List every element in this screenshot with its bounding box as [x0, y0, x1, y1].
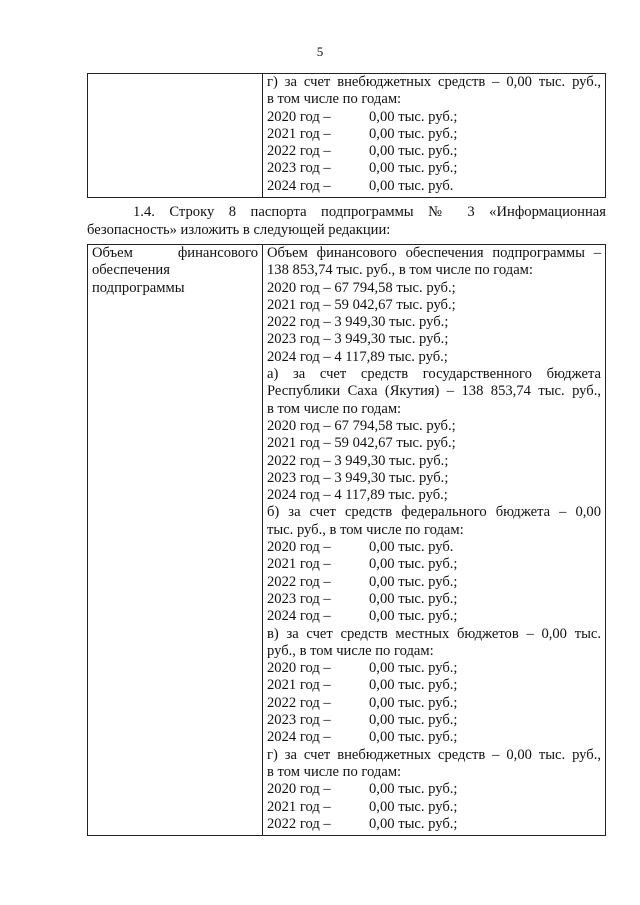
text-line [267, 109, 601, 126]
amount-value: 0,00 тыс. руб.; [369, 729, 458, 746]
amount-value: 0,00 тыс. руб.; [369, 660, 458, 677]
text-line [267, 608, 601, 625]
year-label: 2021 год – [267, 798, 331, 815]
amount-value: 0,00 тыс. руб.; [369, 160, 458, 177]
amount-value: 0,00 тыс. руб.; [369, 781, 458, 798]
amount-value: 0,00 тыс. руб.; [369, 125, 458, 142]
left-cell-empty [88, 74, 263, 198]
text-line: г) за счет внебюджетных средств – 0,00 тыс. руб., [267, 74, 601, 90]
amount-value: 0,00 тыс. руб.; [369, 798, 458, 815]
amendment-paragraph [87, 204, 606, 239]
year-label: 2023 год – [267, 712, 331, 729]
text-line: руб., в том числе по годам: [267, 642, 434, 659]
year-label: 2020 год – [267, 108, 331, 125]
paragraph-line: 1.4. Строку 8 паспорта подпрограммы № 3 «Информационная [133, 204, 606, 220]
year-label: 2022 год – [267, 694, 331, 711]
text-line: в) за счет средств местных бюджетов – 0,00 тыс. [267, 625, 601, 642]
text-line [267, 729, 601, 746]
text-line [267, 143, 601, 160]
table-row [88, 74, 606, 198]
text-line: 2021 год – 59 042,67 тыс. руб.; [267, 296, 456, 313]
text-line [267, 178, 601, 195]
amount-value: 0,00 тыс. руб.; [369, 556, 458, 573]
text-line: г) за счет внебюджетных средств – 0,00 тыс. руб., [267, 746, 601, 763]
year-label: 2024 год – [267, 608, 331, 625]
text-line [267, 677, 601, 694]
text-line: 2024 год – 4 117,89 тыс. руб.; [267, 348, 448, 365]
year-label: 2021 год – [267, 556, 331, 573]
year-label: 2020 год – [267, 660, 331, 677]
funding-table [87, 244, 606, 836]
text-line: Республики Саха (Якутия) – 138 853,74 тыс. руб., [267, 383, 601, 400]
text-line [267, 816, 601, 833]
text-line: в том числе по годам: [267, 763, 402, 780]
text-line: 2020 год – 67 794,58 тыс. руб.; [267, 417, 456, 434]
year-label: 2020 год – [267, 539, 331, 556]
year-label: 2022 год – [267, 143, 331, 160]
amount-value: 0,00 тыс. руб.; [369, 712, 458, 729]
amount-value: 0,00 тыс. руб. [369, 177, 454, 194]
year-label: 2022 год – [267, 815, 331, 832]
year-label: 2023 год – [267, 160, 331, 177]
text-line: 2021 год – 59 042,67 тыс. руб.; [267, 435, 456, 452]
text-line: 2020 год – 67 794,58 тыс. руб.; [267, 279, 456, 296]
text-line: 2024 год – 4 117,89 тыс. руб.; [267, 487, 448, 504]
text-line: в том числе по годам: [267, 400, 402, 417]
table-row [88, 245, 606, 836]
amount-value: 0,00 тыс. руб.; [369, 677, 458, 694]
year-label: 2021 год – [267, 677, 331, 694]
text-line [267, 695, 601, 712]
label-cell [88, 245, 263, 836]
year-label: 2022 год – [267, 573, 331, 590]
text-line [267, 781, 601, 798]
year-label: 2023 год – [267, 590, 331, 607]
text-line [267, 591, 601, 608]
text-line: б) за счет средств федерального бюджета – 0,00 [267, 504, 601, 521]
amount-value: 0,00 тыс. руб.; [369, 815, 458, 832]
text-line [267, 126, 601, 143]
amount-value: 0,00 тыс. руб.; [369, 573, 458, 590]
text-line: Объем финансового обеспечения подпрограммы – [267, 245, 601, 261]
text-line [267, 799, 601, 816]
amount-value: 0,00 тыс. руб. [369, 539, 454, 556]
text-line [267, 556, 601, 573]
year-label: 2020 год – [267, 781, 331, 798]
text-line [267, 539, 601, 556]
right-cell [263, 74, 606, 198]
text-line: 138 853,74 тыс. руб., в том числе по годам: [267, 262, 533, 279]
label-line: Объем финансового [92, 245, 258, 261]
continued-table [87, 73, 606, 198]
amount-value: 0,00 тыс. руб.; [369, 590, 458, 607]
text-line [267, 712, 601, 729]
text-line: 2023 год – 3 949,30 тыс. руб.; [267, 469, 449, 486]
label-line: обеспечения [92, 262, 170, 279]
text-line: 2022 год – 3 949,30 тыс. руб.; [267, 314, 449, 331]
year-label: 2024 год – [267, 177, 331, 194]
text-line: а) за счет средств государственного бюджета [267, 366, 601, 383]
text-line: 2023 год – 3 949,30 тыс. руб.; [267, 331, 449, 348]
amount-value: 0,00 тыс. руб.; [369, 143, 458, 160]
amount-value: 0,00 тыс. руб.; [369, 694, 458, 711]
label-line: подпрограммы [92, 279, 185, 296]
amount-value: 0,00 тыс. руб.; [369, 608, 458, 625]
year-label: 2024 год – [267, 729, 331, 746]
text-line [267, 574, 601, 591]
text-line: в том числе по годам: [267, 91, 402, 108]
text-line [267, 660, 601, 677]
amount-value: 0,00 тыс. руб.; [369, 108, 458, 125]
content-cell [263, 245, 606, 836]
year-label: 2021 год – [267, 125, 331, 142]
paragraph-line: безопасность» изложить в следующей редакции: [87, 221, 391, 238]
text-line: 2022 год – 3 949,30 тыс. руб.; [267, 452, 449, 469]
text-line [267, 160, 601, 177]
page-number: 5 [316, 44, 324, 59]
text-line: тыс. руб., в том числе по годам: [267, 521, 464, 538]
